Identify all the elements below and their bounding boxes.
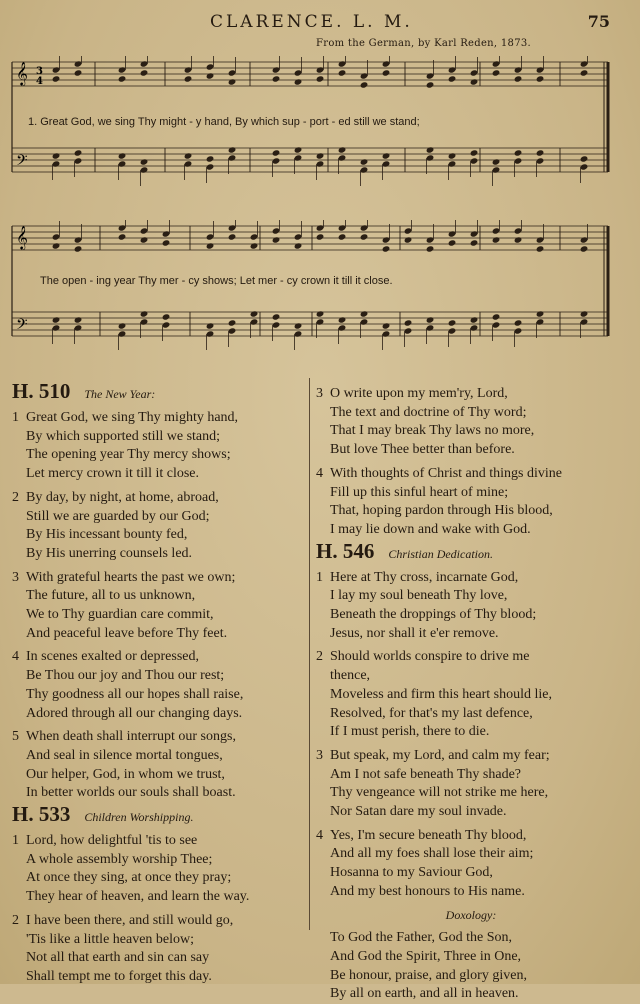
- stanza-number: 2: [12, 489, 19, 505]
- doxology-line: To God the Father, God the Son,: [330, 930, 512, 946]
- tune-attribution: From the German, by Karl Reden, 1873.: [316, 38, 531, 49]
- stanza: [12, 489, 308, 564]
- verse-line: [316, 648, 626, 667]
- verse-line: [12, 747, 308, 766]
- hymn-heading: [12, 802, 308, 827]
- verse-line: [12, 949, 308, 968]
- verse-text: Hosanna to my Saviour God,: [330, 865, 493, 881]
- verse-text: Yes, I'm secure beneath Thy blood,: [330, 827, 527, 843]
- page-number: 75: [587, 12, 610, 31]
- verse-text: Thy goodness all our hopes shall raise,: [26, 686, 244, 702]
- verse-text: By His unerring counsels led.: [26, 545, 193, 561]
- verse-line: [316, 784, 626, 803]
- verse-line: [316, 803, 626, 822]
- verse-line: [12, 686, 308, 705]
- hymn-theme: Children Worshipping.: [84, 810, 194, 825]
- stanza-number: 3: [316, 747, 323, 763]
- stanza: [12, 648, 308, 723]
- verse-line: [12, 545, 308, 564]
- bass-clef-icon: 𝄢: [16, 316, 28, 337]
- verse-line: [12, 869, 308, 888]
- verse-line: [316, 441, 626, 460]
- verse-text: Still we are guarded by our God;: [26, 508, 210, 524]
- verse-line: [12, 705, 308, 724]
- verse-line: [12, 446, 308, 465]
- stanza-number: 1: [316, 569, 323, 585]
- time-signature-bottom: 4: [36, 76, 43, 87]
- verse-line: [316, 587, 626, 606]
- verse-text: I may lie down and wake with God.: [330, 521, 531, 537]
- stanza: [12, 409, 308, 484]
- stanza: [316, 827, 626, 902]
- verse-line: [316, 883, 626, 902]
- verse-text: By which supported still we stand;: [26, 428, 221, 444]
- verse-text: Jesus, nor shall it e'er remove.: [330, 625, 499, 641]
- verse-line: [12, 728, 308, 747]
- verse-line: [12, 526, 308, 545]
- verse-text: Nor Satan dare my soul invade.: [330, 804, 507, 820]
- music-system-2: [0, 220, 640, 356]
- verse-text: And peaceful leave before Thy feet.: [26, 625, 228, 641]
- verse-line: [12, 625, 308, 644]
- verse-text: The opening year Thy mercy shows;: [26, 447, 231, 463]
- verse-text: With thoughts of Christ and things divine: [330, 465, 562, 481]
- stanza: [12, 569, 308, 644]
- verse-text: By day, by night, at home, abroad,: [26, 489, 219, 505]
- verse-line: [12, 648, 308, 667]
- doxology-title: Doxology:: [445, 907, 497, 922]
- stanza-number: 4: [316, 465, 323, 481]
- stanza-number: 5: [12, 729, 19, 745]
- verse-text: Shall tempt me to forget this day.: [26, 968, 212, 984]
- stanza: [12, 832, 308, 907]
- verse-line: [12, 851, 308, 870]
- verse-text: Am I not safe beneath Thy shade?: [330, 766, 522, 782]
- stanza: [316, 648, 626, 742]
- verse-text: They hear of heaven, and learn the way.: [26, 889, 250, 905]
- verse-text: Resolved, for that's my last defence,: [330, 705, 533, 721]
- verse-text: But love Thee better than before.: [330, 442, 515, 458]
- verse-line: [316, 606, 626, 625]
- verse-line: [316, 723, 626, 742]
- column-divider: [309, 378, 310, 930]
- verse-text: Our helper, God, in whom we trust,: [26, 766, 225, 782]
- doxology-stanza: [316, 929, 626, 1004]
- stanza-number: 2: [12, 912, 19, 928]
- verse-line: [316, 404, 626, 423]
- hymn-heading: [12, 379, 308, 404]
- verse-text: But speak, my Lord, and calm my fear;: [330, 747, 550, 763]
- doxology-line: Be honour, praise, and glory given,: [330, 967, 527, 983]
- verse-line: [316, 569, 626, 588]
- hymn-number: H. 546: [316, 538, 375, 563]
- verse-line: [316, 385, 626, 404]
- verse-text: Let mercy crown it till it close.: [26, 466, 200, 482]
- verse-text: We to Thy guardian care commit,: [26, 607, 214, 623]
- doxology-line: And God the Spirit, Three in One,: [330, 948, 522, 964]
- verse-line: [316, 864, 626, 883]
- stanza: [316, 747, 626, 822]
- verse-line: [316, 667, 626, 686]
- verse-text: When death shall interrupt our songs,: [26, 729, 236, 745]
- verse-line: [12, 569, 308, 588]
- left-column: [12, 380, 308, 987]
- stanza-number: 4: [12, 649, 19, 665]
- hymn-heading: [316, 538, 626, 564]
- hymn-theme: The New Year:: [84, 387, 156, 401]
- stanza-number: 3: [316, 386, 323, 401]
- verse-line: [12, 667, 308, 686]
- verse-text: At once they sing, at once they pray;: [26, 870, 232, 886]
- verse-text: Adored through all our changing days.: [26, 705, 243, 721]
- verse-text: 'Tis like a little heaven below;: [26, 931, 195, 947]
- verse-text: If I must perish, there to die.: [330, 724, 490, 740]
- stanza: [316, 465, 626, 540]
- treble-clef-icon: 𝄞: [16, 225, 28, 249]
- stanza: [316, 385, 626, 460]
- verse-text: Beneath the droppings of Thy blood;: [330, 607, 537, 623]
- verse-text: Great God, we sing Thy mighty hand,: [26, 410, 239, 425]
- stanza: [316, 569, 626, 644]
- verse-line: [316, 705, 626, 724]
- verse-line: [12, 587, 308, 606]
- verse-line: [12, 409, 308, 428]
- verse-line: [316, 484, 626, 503]
- verse-line: [12, 832, 308, 851]
- verse-line: [12, 931, 308, 950]
- stanza-number: 4: [316, 827, 323, 843]
- verse-line: [12, 428, 308, 447]
- stanza-number: 3: [12, 569, 19, 585]
- verse-text: That I may break Thy laws no more,: [330, 423, 535, 439]
- bass-clef-icon: 𝄢: [16, 152, 28, 173]
- lyrics-line-1: 1. Great God, we sing Thy might - y hand, By which sup - port - ed still we stand;: [28, 116, 420, 128]
- doxology-line: By all on earth, and all in heaven.: [330, 986, 519, 1002]
- verse-text: Be Thou our joy and Thou our rest;: [26, 668, 225, 684]
- verse-text: With grateful hearts the past we own;: [26, 569, 236, 585]
- verse-text: O write upon my mem'ry, Lord,: [330, 386, 508, 401]
- stanza-number: 1: [12, 833, 19, 849]
- stanza: [12, 912, 308, 987]
- verse-text: The text and doctrine of Thy word;: [330, 404, 527, 420]
- verse-text: In better worlds our souls shall boast.: [26, 785, 236, 801]
- stanza: [12, 728, 308, 803]
- verse-text: A whole assembly worship Thee;: [26, 851, 213, 867]
- verse-text: I lay my soul beneath Thy love,: [330, 588, 508, 604]
- verse-text: And seal in silence mortal tongues,: [26, 747, 223, 763]
- verse-text: thence,: [330, 668, 371, 684]
- verse-line: [316, 686, 626, 705]
- verse-text: Thy vengeance will not strike me here,: [330, 785, 549, 801]
- verse-text: That, hoping pardon through His blood,: [330, 503, 553, 519]
- verse-line: [12, 508, 308, 527]
- verse-line: [316, 502, 626, 521]
- verse-text: Lord, how delightful 'tis to see: [26, 833, 198, 849]
- tune-title: CLARENCE. L. M.: [210, 12, 413, 32]
- verse-text: And my best honours to His name.: [330, 883, 525, 899]
- verse-line: [316, 766, 626, 785]
- verse-line: [316, 521, 626, 540]
- verse-text: Should worlds conspire to drive me: [330, 649, 530, 665]
- stanza-number: 1: [12, 410, 19, 425]
- verse-line: [12, 465, 308, 484]
- hymn-number: H. 533: [12, 802, 71, 827]
- hymn-number: H. 510: [12, 379, 71, 403]
- verse-text: Here at Thy cross, incarnate God,: [330, 569, 519, 585]
- hymn-theme: Christian Dedication.: [388, 546, 494, 561]
- verse-text: I have been there, and still would go,: [26, 912, 234, 928]
- lyrics-line-2: The open - ing year Thy mer - cy shows; Let mer - cy crown it till it close.: [40, 275, 393, 287]
- verse-text: Moveless and firm this heart should lie,: [330, 686, 553, 702]
- verse-line: [316, 827, 626, 846]
- verse-line: [316, 747, 626, 766]
- verse-text: Fill up this sinful heart of mine;: [330, 484, 509, 500]
- page-header: [0, 12, 640, 34]
- verse-line: [12, 606, 308, 625]
- music-system-1: [0, 56, 640, 192]
- verse-line: [316, 465, 626, 484]
- verse-text: The future, all to us unknown,: [26, 588, 196, 604]
- right-column: [316, 380, 626, 1004]
- verse-line: [12, 766, 308, 785]
- verse-text: Not all that earth and sin can say: [26, 950, 210, 966]
- verse-line: [316, 422, 626, 441]
- time-signature-top: 3: [36, 66, 43, 77]
- verse-line: [316, 845, 626, 864]
- verse-text: And all my foes shall lose their aim;: [330, 846, 534, 862]
- verse-line: [12, 912, 308, 931]
- verse-line: [12, 888, 308, 907]
- verse-line: [316, 625, 626, 644]
- verse-line: [12, 489, 308, 508]
- verse-line: [12, 784, 308, 803]
- verse-text: In scenes exalted or depressed,: [26, 649, 199, 665]
- treble-clef-icon: 𝄞: [16, 61, 28, 85]
- stanza-number: 2: [316, 649, 323, 665]
- verse-text: By His incessant bounty fed,: [26, 527, 188, 543]
